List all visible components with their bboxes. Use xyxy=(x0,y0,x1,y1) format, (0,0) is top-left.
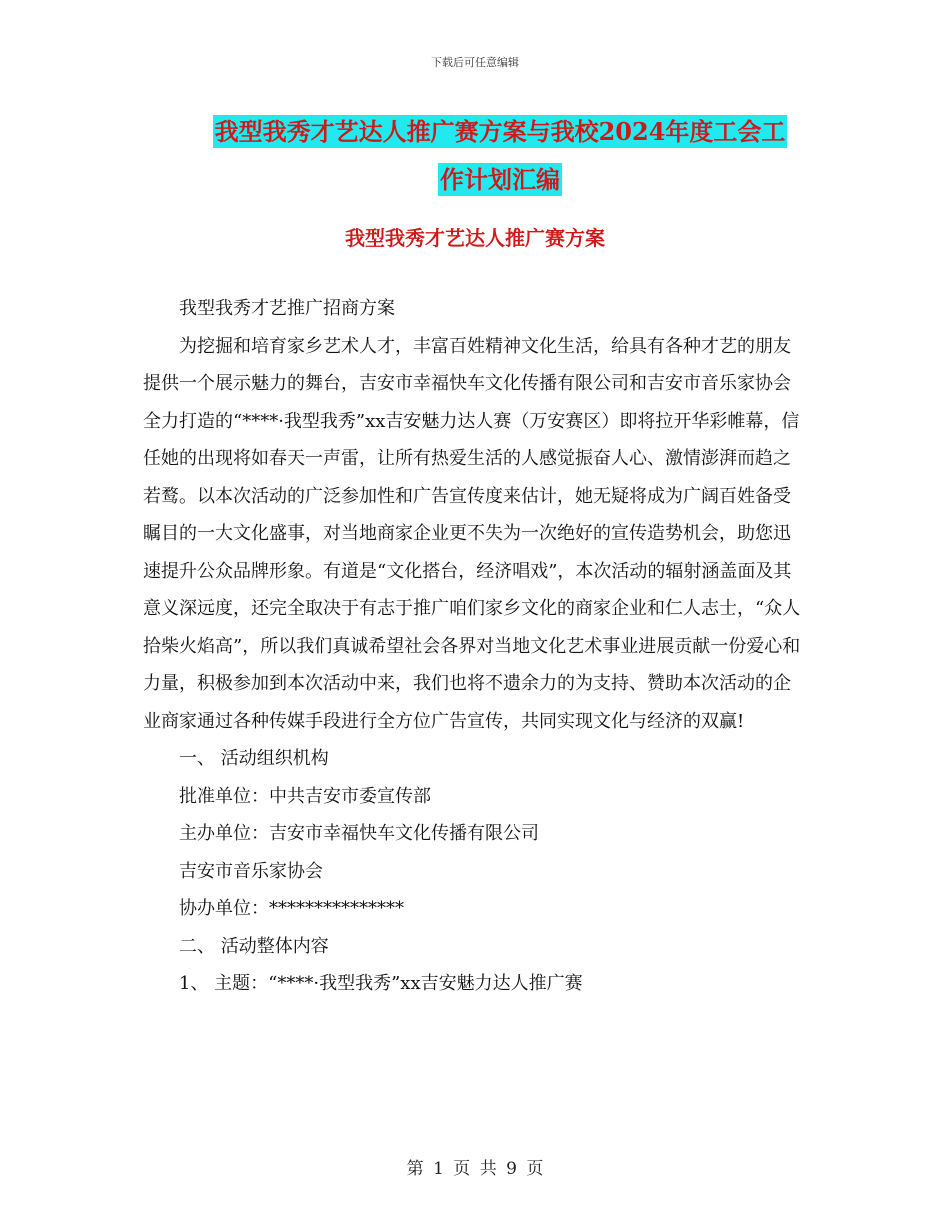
list-item: 批准单位：中共吉安市委宣传部 xyxy=(179,785,431,807)
page-footer: 第 1 页 共 9 页 xyxy=(406,1159,544,1179)
list-item: 协办单位：*************** xyxy=(179,898,404,919)
intro-paragraph: 为挖掘和培育家乡艺术人才，丰富百姓精神文化生活，给具有各种才艺的朋友提供一个展示魅力的舞台，吉安市幸福快车文化传播有限公司和吉安市音乐家协会全力打造的“****·我型我秀”xx吉安魅力达人赛（万安赛区）即将拉开华彩帷幕，信任她的出现将如春天一声雷，让所有热爱生活的人感觉振奋人心、激情澎湃而趋之若鹜。以本次活动的广泛参加性和广告宣传度来估计，她无疑将成为广阔百姓备受瞩目的一大文化盛事，对当地商家企业更不失为一次绝好的宣传造势机会，助您迅速提升公众品牌形象。有道是“文化搭台，经济唱戏”，本次活动的辐射涵盖面及其意义深远度，还完全取决于有志于推广咱们家乡文化的商家企业和仁人志士，“众人拾柴火焰高”，所以我们真诚希望社会各界对当地文化艺术事业进展贡献一份爱心和力量，积极参加到本次活动中来，我们也将不遗余力的为支持、赞助本次活动的企业商家通过各种传媒手段进行全方位广告宣传，共同实现文化与经济的双赢! xyxy=(143,335,801,732)
list-item: 主办单位：吉安市幸福快车文化传播有限公司 xyxy=(179,823,539,844)
subtitle: 我型我秀才艺推广招商方案 xyxy=(179,298,395,319)
header-note: 下载后可任意编辑 xyxy=(431,56,519,69)
section-title: 我型我秀才艺达人推广赛方案 xyxy=(345,226,605,250)
document-title xyxy=(140,108,860,204)
document-body xyxy=(143,290,803,1003)
title-line-1: 我型我秀才艺达人推广赛方案与我校2024年度工会工 xyxy=(214,117,786,146)
title-line-2: 作计划汇编 xyxy=(440,165,560,194)
list-item: 一、 活动组织机构 xyxy=(179,748,329,769)
list-item: 吉安市音乐家协会 xyxy=(179,860,323,882)
list-item: 二、 活动整体内容 xyxy=(179,935,329,957)
list-item: 1、 主题：“****·我型我秀”xx吉安魅力达人推广赛 xyxy=(179,973,583,994)
